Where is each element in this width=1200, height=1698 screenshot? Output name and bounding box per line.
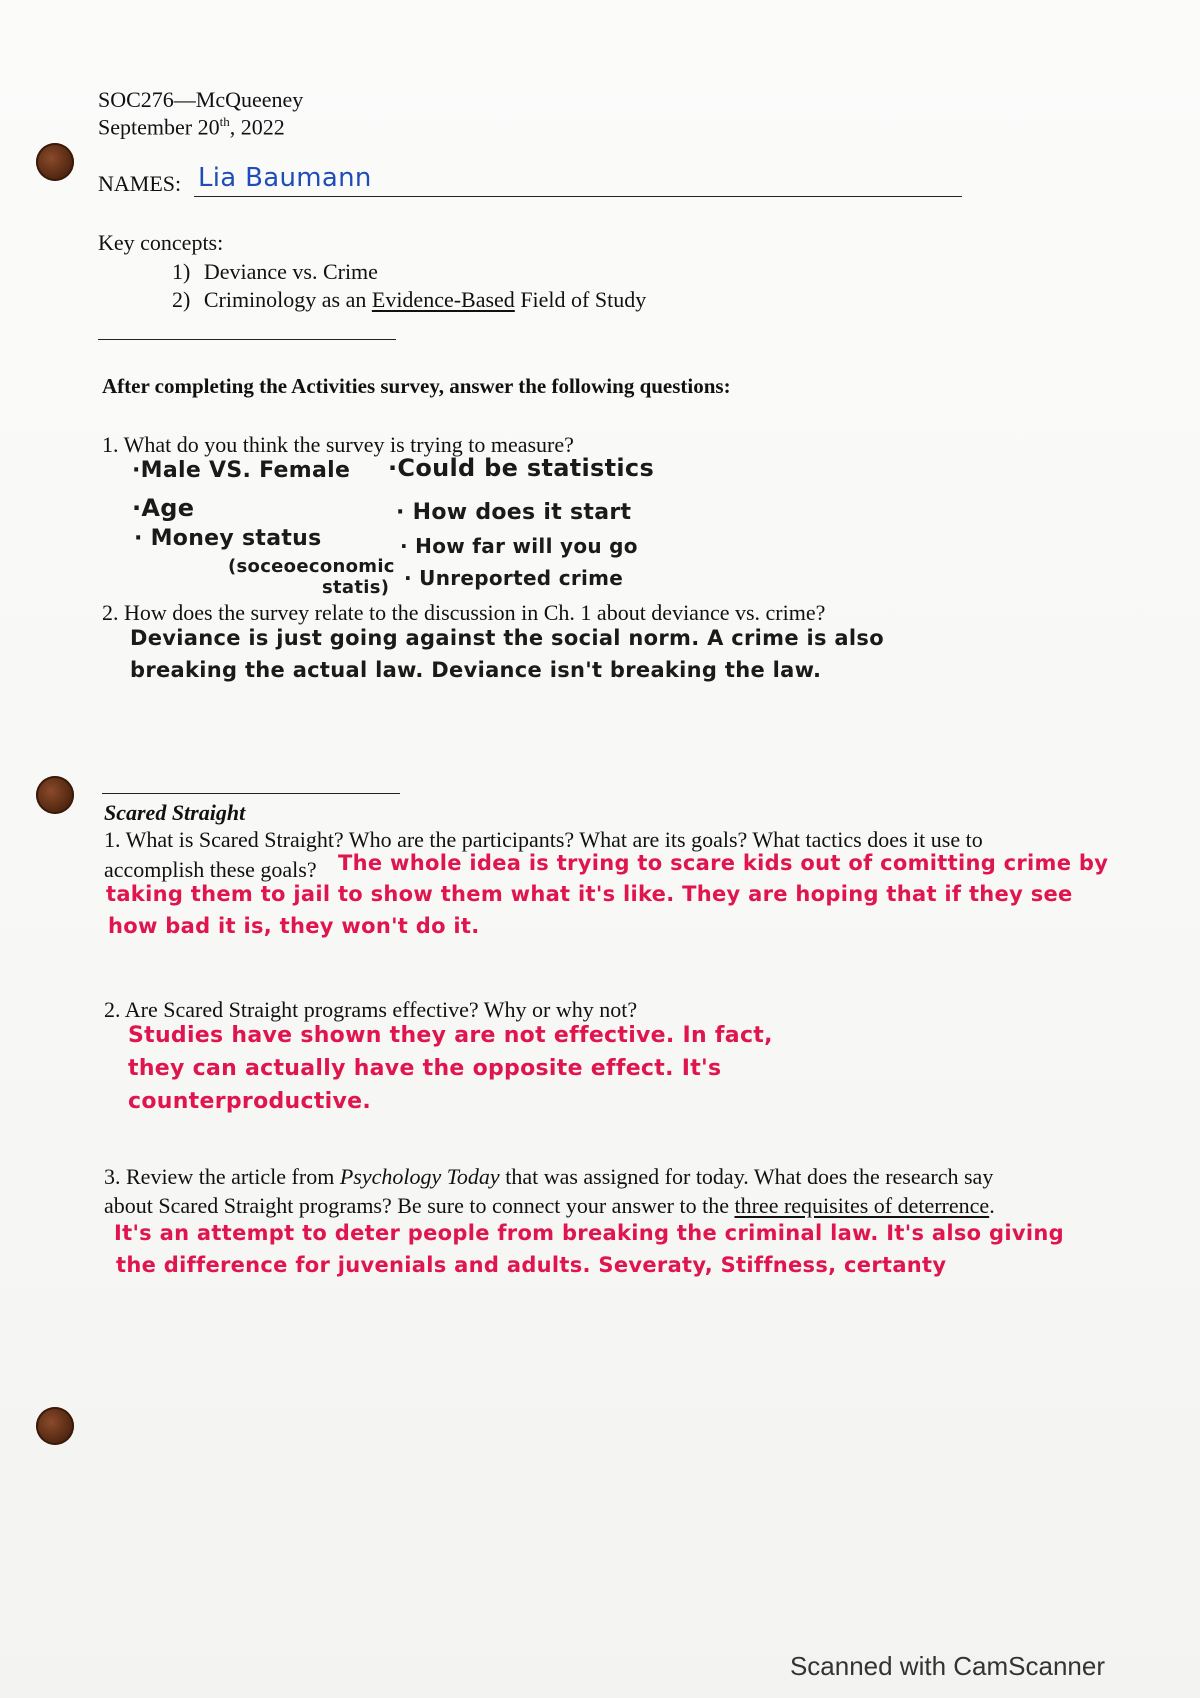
ss-q2-answer-line-1: Studies have shown they are not effective. In fact, <box>128 1023 773 1048</box>
date-suffix: , 2022 <box>229 114 285 140</box>
date-prefix: September 20 <box>98 114 220 140</box>
ss-q3-line-2-underlined: three requisites of deterrence <box>734 1193 990 1218</box>
student-name: Lia Baumann <box>198 163 372 193</box>
scared-straight-title: Scared Straight <box>104 800 246 825</box>
scared-straight-question-2: 2. Are Scared Straight programs effective? Why or why not? <box>104 997 638 1022</box>
q1-answer-money-status: · Money status <box>134 526 322 551</box>
course-text: SOC276—McQueeney <box>98 87 304 112</box>
q1-answer-unreported-crime: · Unreported crime <box>404 566 624 590</box>
ss-q2-answer-line-3: counterproductive. <box>128 1089 372 1114</box>
course-title <box>98 87 303 113</box>
ss-q3-answer-line-2: the difference for juvenials and adults. Severaty, Stiffness, certanty <box>116 1253 947 1277</box>
ss-q3-line-1-pre: 3. Review the article from <box>104 1164 340 1189</box>
key-concept-1 <box>172 259 378 285</box>
activities-question-1: 1. What do you think the survey is trying to measure? <box>102 432 574 457</box>
key-concept-1-number: 1) <box>172 259 191 284</box>
q1-answer-how-far: · How far will you go <box>400 534 638 558</box>
key-concepts-title: Key concepts: <box>98 230 224 255</box>
q1-answer-status: statis) <box>322 577 390 598</box>
ss-q1-answer-line-1: The whole idea is trying to scare kids out of comitting crime by <box>338 851 1109 875</box>
key-concept-2-underlined: Evidence-Based <box>371 287 515 312</box>
q2-answer-line-1: Deviance is just going against the social norm. A crime is also <box>130 626 884 650</box>
key-concept-2-text <box>204 287 646 312</box>
q1-answer-statistics: ·Could be statistics <box>388 454 655 482</box>
q2-answer-line-2: breaking the actual law. Deviance isn't breaking the law. <box>130 658 822 682</box>
scared-straight-question-3-line-1 <box>104 1164 993 1190</box>
scared-straight-question-1-line-1: 1. What is Scared Straight? Who are the participants? What are its goals? What tactics does it use to <box>104 827 983 852</box>
q1-answer-age: ·Age <box>132 494 195 522</box>
section-divider-2 <box>102 793 400 794</box>
ss-q1-answer-line-3: how bad it is, they won't do it. <box>108 914 480 938</box>
ss-q3-line-1-post: that was assigned for today. What does the research say <box>499 1164 994 1189</box>
q1-answer-male-female: ·Male VS. Female <box>132 458 351 483</box>
section-divider-1 <box>98 339 396 340</box>
names-underline <box>194 196 962 197</box>
q1-answer-how-start: · How does it start <box>396 500 632 525</box>
scared-straight-question-1-line-2: accomplish these goals? <box>104 857 317 882</box>
assignment-date <box>98 114 285 140</box>
key-concept-2-post: Field of Study <box>514 287 647 312</box>
activities-instruction: After completing the Activities survey, answer the following questions: <box>102 374 731 398</box>
scared-straight-question-3-line-2 <box>104 1193 995 1219</box>
punch-hole-top <box>36 143 74 181</box>
key-concept-2-number: 2) <box>172 287 191 312</box>
ss-q3-answer-line-1: It's an attempt to deter people from breaking the criminal law. It's also giving <box>114 1221 1064 1245</box>
key-concept-1-text: Deviance vs. Crime <box>203 259 378 284</box>
key-concept-2 <box>172 287 646 313</box>
camscanner-watermark: Scanned with CamScanner <box>789 1651 1105 1681</box>
q1-answer-socioeconomic: (soceoeconomic <box>228 556 395 577</box>
punch-hole-middle <box>36 776 74 814</box>
activities-question-2: 2. How does the survey relate to the discussion in Ch. 1 about deviance vs. crime? <box>102 600 826 625</box>
names-label: NAMES: <box>98 171 182 196</box>
key-concept-2-pre: Criminology as an <box>203 287 372 312</box>
date-superscript: th <box>219 114 230 129</box>
ss-q1-answer-line-2: taking them to jail to show them what it's like. They are hoping that if they see <box>106 882 1073 906</box>
ss-q2-answer-line-2: they can actually have the opposite effect. It's <box>128 1056 722 1081</box>
ss-q3-line-2-pre: about Scared Straight programs? Be sure to connect your answer to the <box>104 1193 735 1218</box>
punch-hole-bottom <box>36 1407 74 1445</box>
ss-q3-line-1-italic: Psychology Today <box>339 1164 500 1189</box>
ss-q3-line-2-post: . <box>989 1193 995 1218</box>
